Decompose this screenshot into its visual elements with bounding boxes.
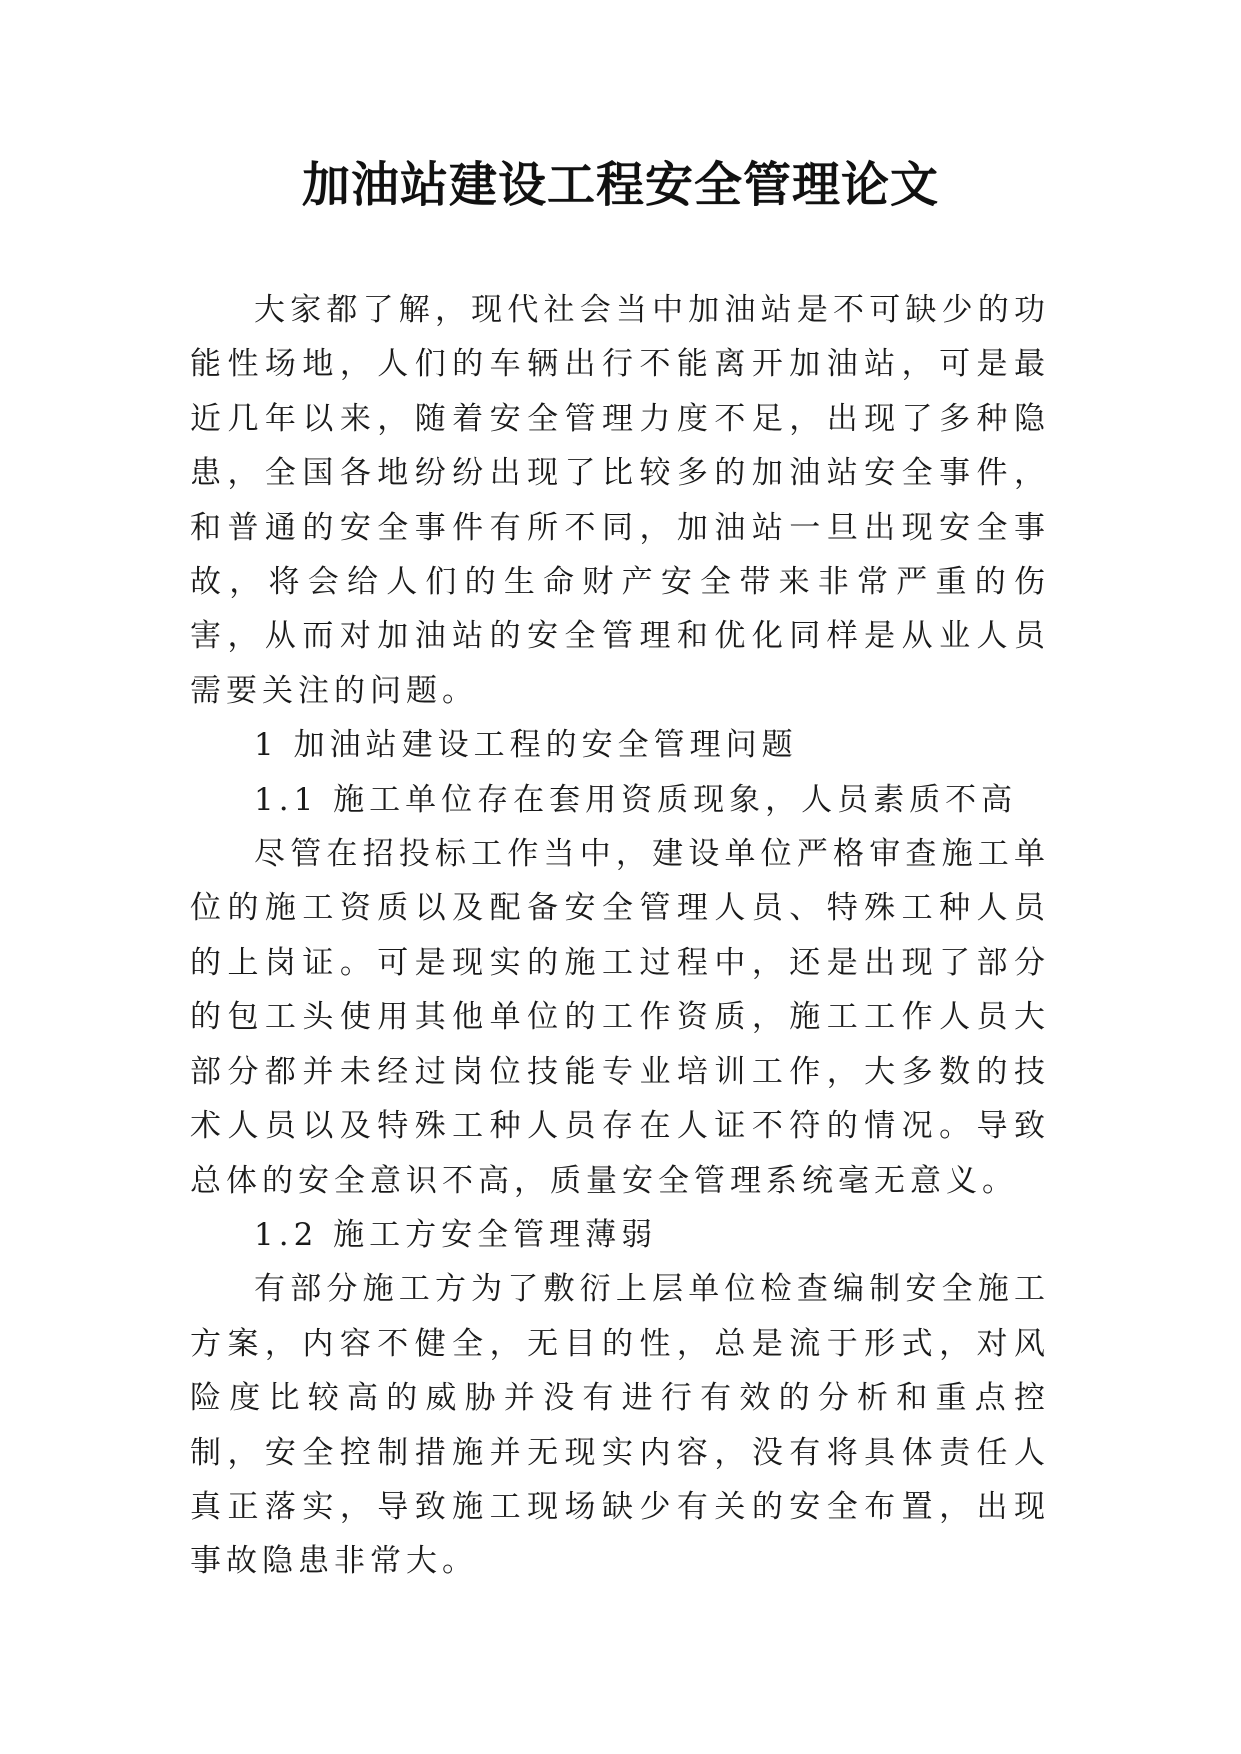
- subsection-heading-1-2: 1.2 施工方安全管理薄弱: [254, 1216, 658, 1253]
- paragraph-intro: 大家都了解，现代社会当中加油站是不可缺少的功能性场地，人们的车辆出行不能离开加油站，可是最近几年以来，随着安全管理力度不足，出现了多种隐患，全国各地纷纷出现了比较多的加油站安全事件，和普通的安全事件有所不同，加油站一旦出现安全事故，将会给人们的生命财产安全带来非常严重的伤害，从而对加油站的安全管理和优化同样是从业人员需要关注的问题。: [190, 292, 1050, 709]
- subsection-heading-1-1: 1.1 施工单位存在套用资质现象，人员素质不高: [254, 781, 1018, 818]
- paragraph-1-1: 尽管在招投标工作当中，建设单位严格审查施工单位的施工资质以及配备安全管理人员、特殊工种人员的上岗证。可是现实的施工过程中，还是出现了部分的包工头使用其他单位的工作资质，施工工作人员大部分都并未经过岗位技能专业培训工作，大多数的技术人员以及特殊工种人员存在人证不符的情况。导致总体的安全意识不高，质量安全管理系统毫无意义。: [190, 836, 1050, 1199]
- document-title: 加油站建设工程安全管理论文: [301, 157, 939, 213]
- section-heading-1: 1 加油站建设工程的安全管理问题: [254, 727, 798, 764]
- paragraph-1-2: 有部分施工方为了敷衍上层单位检查编制安全施工方案，内容不健全，无目的性，总是流于形式，对风险度比较高的威胁并没有进行有效的分析和重点控制，安全控制措施并无现实内容，没有将具体责任人真正落实，导致施工现场缺少有关的安全布置，出现事故隐患非常大。: [190, 1271, 1050, 1580]
- document-body: [190, 283, 1050, 1589]
